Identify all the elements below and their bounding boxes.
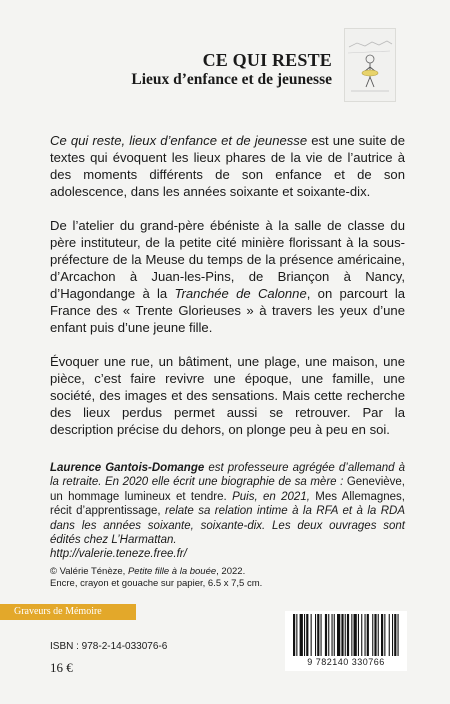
barcode-bar	[361, 614, 362, 656]
illustration-credit	[50, 566, 370, 590]
barcode-bar	[334, 614, 335, 656]
barcode-bar	[392, 614, 393, 656]
barcode-bar	[306, 614, 308, 656]
credit-medium: Encre, crayon et gouache sur papier, 6.5 x 7,5 cm.	[50, 578, 263, 589]
bio-text: relate sa relation intime à la RFA et à la RDA dans les années soixante, soixante-dix. Les deux ouvrages sont édités chez L’Harmattan.	[50, 505, 405, 547]
book-title-inline: Ce qui reste, lieux d’enfance et de jeunesse	[50, 133, 308, 148]
barcode-bar	[367, 614, 369, 656]
barcode	[285, 611, 407, 671]
cover-illustration-thumbnail	[344, 28, 396, 102]
bio-book-title: Mes Allemagnes, récit d’apprentissage,	[50, 490, 405, 518]
credit-text: © Valérie Ténèze,	[50, 566, 128, 577]
barcode-bar	[317, 614, 319, 656]
blurb-paragraph-1	[50, 132, 405, 200]
barcode-bar	[345, 614, 346, 656]
barcode-bar	[358, 614, 359, 656]
blurb-text: , on parcourt la France des « Trente Glorieuses » à travers les yeux d’une enfant puis d’une jeune fille.	[50, 286, 406, 335]
back-cover-blurb	[50, 132, 405, 455]
collection-banner: Graveurs de Mémoire	[0, 604, 136, 620]
book-title: CE QUI RESTE	[202, 50, 332, 70]
barcode-bar	[315, 614, 316, 656]
barcode-bar	[293, 614, 295, 656]
barcode-bar	[325, 614, 327, 656]
author-website: http://valerie.teneze.free.fr/	[50, 548, 187, 561]
artwork-title: Petite fille à la bouée	[127, 566, 217, 577]
barcode-bar	[381, 614, 383, 656]
price: 16 €	[50, 660, 73, 675]
barcode-bars	[285, 611, 407, 658]
barcode-bar	[304, 614, 305, 656]
barcode-bar	[328, 614, 329, 656]
barcode-bar	[296, 614, 297, 656]
barcode-bar	[321, 614, 322, 656]
barcode-bar	[365, 614, 366, 656]
blurb-paragraph-2	[50, 217, 405, 336]
bio-book-title: Geneviève, un hommage lumineux et tendre.	[50, 476, 405, 503]
barcode-bar	[351, 614, 352, 656]
barcode-bar	[398, 614, 399, 656]
barcode-bar	[378, 614, 379, 656]
barcode-bar	[372, 614, 373, 656]
author-bio	[50, 461, 405, 562]
barcode-bar	[311, 614, 312, 656]
barcode-bar	[341, 614, 343, 656]
barcode-digits: 9 782140 330766	[285, 657, 407, 667]
barcode-bar	[374, 614, 376, 656]
barcode-bar	[384, 614, 385, 656]
place-name-italic: Tranchée de Calonne	[174, 286, 307, 301]
barcode-bar	[389, 614, 390, 656]
barcode-bar	[354, 614, 357, 656]
bio-text: Puis, en 2021,	[226, 490, 316, 503]
author-name: Laurence Gantois-Domange	[50, 462, 205, 474]
barcode-bar	[337, 614, 340, 656]
girl-with-float-drawing	[345, 29, 395, 101]
barcode-bar	[300, 614, 303, 656]
blurb-paragraph-3: Évoquer une rue, un bâtiment, une plage, une maison, une pièce, c’est faire revivre une époque, une famille, une société, des images et des sensations. Mais cette recherche des lieux perdus permet aussi se retrouver. Par la description précise du dehors, on plonge peu à peu en soi.	[50, 354, 405, 437]
barcode-bar	[332, 614, 333, 656]
blurb-text: De l’atelier du grand-père ébéniste à la salle de classe du père instituteur, de la petite cité minière florissant à la sous-préfecture de la Meuse du temps de la présence américaine, d’Arcachon à Juan-les-Pins, de Briançon à Nancy, d’Hagondange à la	[50, 218, 405, 301]
barcode-bar	[347, 614, 349, 656]
barcode-bar	[394, 614, 396, 656]
credit-text: , 2022.	[216, 566, 246, 577]
bio-text: est professeure agrégée d’allemand à la retraite. En 2020 elle écrit une biographie de sa mère :	[50, 462, 405, 489]
book-subtitle: Lieux d’enfance et de jeunesse	[131, 71, 332, 88]
isbn: ISBN : 978-2-14-033076-6	[50, 641, 168, 652]
blurb-text: est une suite de textes qui évoquent les lieux phares de la vie de l’autrice à des moments différents de son enfance et de son adolescence, dans les années soixante et soixante-dix.	[50, 133, 405, 199]
